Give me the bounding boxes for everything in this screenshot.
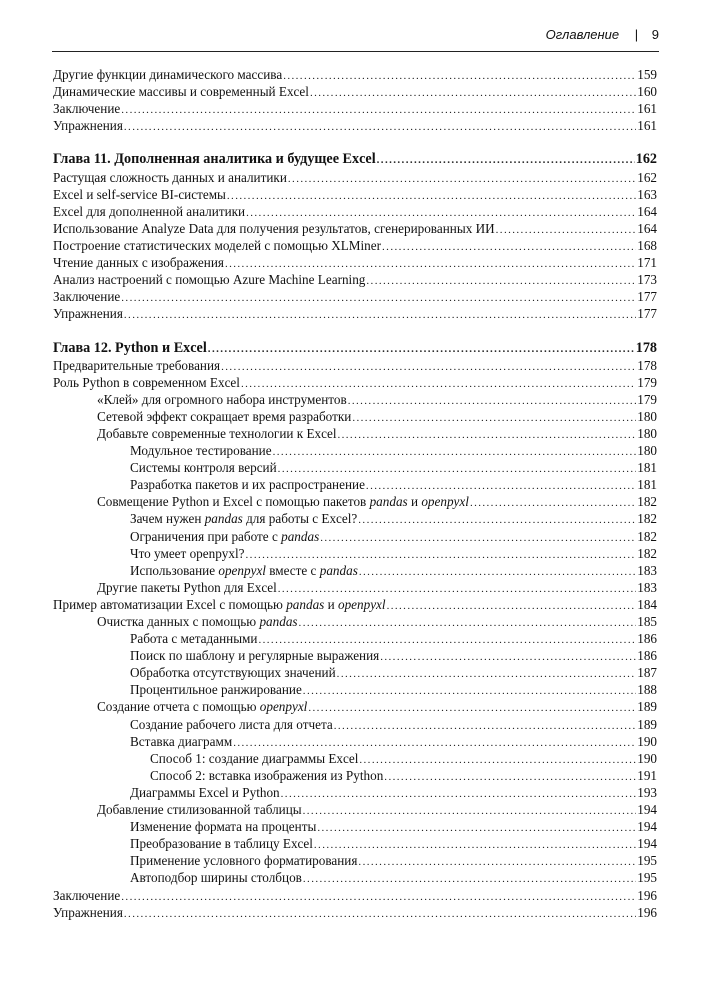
toc-leader-dots	[124, 119, 636, 136]
toc-leader-dots	[320, 530, 636, 547]
toc-entry-title-italic: pandas	[259, 614, 298, 629]
toc-page-number: 182	[637, 528, 657, 544]
toc-leader-dots	[273, 444, 637, 461]
toc-entry-title-italic: pandas	[286, 596, 325, 612]
toc-page-number: 173	[637, 272, 657, 288]
toc-entry-title: Изменение формата на проценты	[130, 819, 317, 835]
toc-page-number: 168	[637, 237, 657, 253]
toc-entry-title-part: Зачем нужен	[130, 511, 205, 527]
toc-entry[interactable]	[53, 220, 657, 237]
toc-entry[interactable]	[53, 254, 657, 271]
toc-entry-title-italic: pandas	[281, 528, 320, 544]
toc-entry-title	[130, 510, 357, 527]
toc-leader-dots	[358, 854, 636, 871]
toc-entry[interactable]	[53, 271, 657, 288]
toc-entry-title-italic: openpyxl	[259, 699, 308, 715]
toc-entry-title: Диаграммы Excel и Python	[130, 784, 280, 800]
toc-page-number: 171	[637, 255, 657, 271]
toc-entry-title: Заключение	[53, 289, 121, 305]
toc-page-number: 181	[637, 477, 657, 493]
toc-entry-title	[130, 528, 319, 545]
toc-entry-title: Поиск по шаблону и регулярные выражения	[130, 648, 380, 664]
toc-leader-dots	[303, 871, 636, 888]
toc-leader-dots	[288, 171, 636, 188]
toc-entry[interactable]	[53, 664, 657, 681]
toc-page-number: 180	[637, 443, 657, 459]
toc-entry[interactable]	[53, 493, 657, 510]
toc-entry[interactable]	[53, 374, 657, 391]
toc-entry-title	[97, 698, 307, 715]
toc-leader-dots	[352, 410, 636, 427]
toc-entry-title: Процентильное ранжирование	[130, 682, 302, 698]
header-page-number: 9	[651, 27, 659, 42]
toc-entry[interactable]	[53, 579, 657, 596]
toc-entry-title: Упражнения	[53, 306, 123, 322]
toc-entry-title: Автоподбор ширины столбцов	[130, 870, 302, 886]
toc-entry-title	[97, 493, 469, 510]
toc-entry[interactable]	[53, 904, 657, 921]
toc-page-number: 180	[637, 408, 657, 424]
toc-entry-title: Добавление стилизованной таблицы	[97, 802, 302, 818]
toc-leader-dots	[221, 359, 636, 376]
toc-page-number: 181	[637, 460, 657, 476]
toc-page-number: 194	[637, 836, 657, 852]
toc-entry-title: Модульное тестирование	[130, 443, 272, 459]
toc-leader-dots	[384, 769, 636, 786]
toc-entry[interactable]	[53, 203, 657, 220]
toc-entry[interactable]	[53, 237, 657, 254]
running-header	[52, 24, 659, 52]
toc-page-number: 190	[637, 733, 657, 749]
toc-entry[interactable]	[53, 750, 657, 767]
toc-page-number: 183	[637, 579, 657, 595]
toc-entry-title-italic: openpyxl	[218, 562, 266, 578]
toc-page-number: 161	[637, 118, 657, 134]
header-title: Оглавление	[545, 27, 620, 42]
toc-entry-title-part: и	[407, 494, 422, 510]
toc-page-number: 189	[637, 716, 657, 732]
toc-entry-title: Excel и self-service BI-системы	[53, 186, 226, 202]
toc-page-number: 196	[637, 887, 657, 903]
toc-entry[interactable]	[53, 528, 657, 545]
toc-entry[interactable]	[53, 83, 657, 100]
section-gap	[53, 134, 657, 151]
toc-leader-dots	[382, 239, 636, 256]
toc-entry[interactable]	[53, 887, 657, 904]
toc-leader-dots	[124, 906, 636, 923]
toc-entry[interactable]	[53, 510, 657, 527]
toc-entry-title: Чтение данных с изображения	[53, 255, 224, 271]
toc-entry-title: Обработка отсутствующих значений	[130, 665, 336, 681]
toc-entry[interactable]	[53, 100, 657, 117]
toc-entry-title-part: Использование	[130, 562, 219, 578]
toc-page-number: 190	[637, 750, 657, 766]
toc-page-number: 194	[637, 819, 657, 835]
toc-leader-dots	[121, 290, 636, 307]
toc-entry-title-part: Пример автоматизации Excel с помощью	[53, 596, 287, 612]
toc-page-number: 159	[637, 67, 657, 82]
toc-entry-title: Предварительные требования	[53, 357, 221, 373]
toc-leader-dots	[377, 152, 635, 169]
toc-entry[interactable]	[53, 613, 657, 630]
table-of-contents	[53, 66, 657, 921]
toc-entry-title-part: Создание отчета с помощью	[97, 699, 260, 715]
toc-entry-title-part: вместе с	[265, 562, 320, 578]
toc-entry[interactable]	[53, 425, 657, 442]
toc-entry[interactable]	[53, 869, 657, 886]
toc-page-number: 183	[637, 562, 657, 578]
toc-leader-dots	[303, 803, 637, 820]
toc-leader-dots	[283, 68, 636, 85]
toc-leader-dots	[310, 85, 636, 102]
toc-chapter-entry[interactable]	[53, 340, 657, 357]
toc-leader-dots	[299, 615, 637, 632]
toc-entry-title: Применение условного форматирования	[130, 853, 358, 869]
toc-page-number: 164	[637, 203, 657, 219]
toc-entry-title-italic: pandas	[204, 511, 243, 527]
toc-entry[interactable]	[53, 186, 657, 203]
toc-entry-title: Создание рабочего листа для отчета	[130, 716, 333, 732]
toc-page-number: 164	[637, 220, 657, 236]
toc-leader-dots	[227, 188, 636, 205]
toc-entry-title-part: и	[324, 596, 338, 612]
toc-entry[interactable]	[53, 852, 657, 869]
toc-entry-title: Динамические массивы и современный Excel	[53, 84, 309, 100]
toc-page-number: 182	[637, 511, 657, 527]
toc-entry[interactable]	[53, 647, 657, 664]
toc-entry[interactable]	[53, 681, 657, 698]
toc-entry-title: Упражнения	[53, 118, 123, 134]
toc-page-number: 185	[637, 614, 657, 629]
toc-page-number: 177	[637, 306, 657, 322]
toc-page-number: 195	[637, 870, 657, 886]
toc-page-number: 188	[637, 682, 657, 698]
toc-entry-title: Глава 12. Python и Excel	[53, 339, 207, 356]
toc-entry-title: Анализ настроений с помощью Azure Machine Learning	[53, 272, 366, 288]
toc-entry-title: Разработка пакетов и их распространение	[130, 477, 365, 493]
toc-entry[interactable]	[53, 117, 657, 134]
toc-chapter-entry[interactable]	[53, 151, 657, 168]
toc-entry-title: Построение статистических моделей с помощью XLMiner	[53, 237, 382, 253]
toc-page-number: 182	[637, 545, 657, 561]
toc-entry[interactable]	[53, 169, 657, 186]
toc-leader-dots	[314, 837, 636, 854]
toc-entry-title	[130, 562, 358, 579]
toc-page-number: 195	[637, 853, 657, 869]
toc-entry-title	[97, 613, 298, 630]
toc-entry-title: Глава 11. Дополненная аналитика и будущее Excel	[53, 151, 376, 168]
toc-entry[interactable]	[53, 476, 657, 493]
header-separator: |	[634, 27, 639, 42]
toc-leader-dots	[337, 427, 636, 444]
toc-entry[interactable]	[53, 596, 657, 613]
toc-entry[interactable]	[53, 357, 657, 374]
toc-entry[interactable]	[53, 716, 657, 733]
toc-page-number: 184	[637, 596, 657, 612]
toc-page-number: 161	[637, 101, 657, 117]
toc-entry-title: Упражнения	[53, 904, 123, 920]
toc-leader-dots	[334, 718, 637, 735]
toc-page-number: 186	[637, 648, 657, 664]
toc-entry-title-italic: openpyxl	[337, 596, 386, 612]
toc-entry-title: Что умеет openpyxl?	[130, 545, 245, 561]
toc-page-number: 191	[637, 767, 657, 783]
toc-entry-title: Роль Python в современном Excel	[53, 374, 240, 390]
toc-leader-dots	[470, 495, 636, 512]
toc-page-number: 162	[635, 151, 657, 168]
toc-entry-title-part: Совмещение Python и Excel с помощью пакетов	[97, 494, 370, 510]
toc-page-number: 160	[637, 84, 657, 100]
toc-leader-dots	[358, 512, 636, 529]
toc-entry-title-italic: pandas	[319, 562, 358, 578]
toc-entry[interactable]	[53, 733, 657, 750]
toc-entry[interactable]	[53, 305, 657, 322]
toc-page-number: 177	[637, 289, 657, 305]
toc-leader-dots	[348, 393, 637, 410]
toc-leader-dots	[308, 700, 636, 717]
toc-page-number: 186	[637, 631, 657, 647]
toc-page-number: 187	[637, 665, 657, 681]
toc-leader-dots	[121, 102, 636, 119]
toc-entry[interactable]	[53, 767, 657, 784]
toc-page-number: 178	[635, 339, 657, 356]
toc-leader-dots	[387, 598, 637, 615]
toc-page-number: 189	[637, 699, 657, 715]
toc-entry[interactable]	[53, 801, 657, 818]
toc-leader-dots	[208, 341, 635, 358]
toc-entry-title: Использование Analyze Data для получения результатов, сгенерированных ИИ	[53, 220, 495, 236]
toc-entry-title: Растущая сложность данных и аналитики	[53, 169, 287, 185]
toc-entry[interactable]	[53, 408, 657, 425]
toc-entry[interactable]	[53, 442, 657, 459]
toc-entry[interactable]	[53, 288, 657, 305]
toc-page-number: 194	[637, 802, 657, 818]
toc-leader-dots	[496, 222, 637, 239]
toc-page-number: 163	[637, 186, 657, 202]
toc-entry[interactable]	[53, 66, 657, 83]
toc-entry[interactable]	[53, 698, 657, 715]
toc-page-number: 180	[637, 425, 657, 441]
toc-leader-dots	[366, 273, 636, 290]
toc-entry-title-italic: openpyxl	[421, 494, 469, 510]
toc-entry[interactable]	[53, 545, 657, 562]
toc-entry[interactable]	[53, 391, 657, 408]
toc-entry[interactable]	[53, 459, 657, 476]
toc-leader-dots	[359, 564, 636, 581]
toc-entry-title: «Клей» для огромного набора инструментов	[97, 391, 347, 407]
toc-entry-title: Способ 1: создание диаграммы Excel	[150, 750, 359, 766]
toc-entry-title: Системы контроля версий	[130, 460, 277, 476]
section-gap	[53, 322, 657, 339]
toc-page-number: 193	[637, 784, 657, 800]
toc-entry-title: Excel для дополненной аналитики	[53, 203, 246, 219]
toc-entry[interactable]	[53, 784, 657, 801]
toc-entry-title: Другие функции динамического массива	[53, 67, 283, 82]
toc-entry-title-part: Ограничения при работе с	[130, 528, 282, 544]
toc-entry[interactable]	[53, 818, 657, 835]
toc-entry-title: Другие пакеты Python для Excel	[97, 579, 277, 595]
toc-entry-title: Способ 2: вставка изображения из Python	[150, 767, 384, 783]
toc-leader-dots	[337, 666, 637, 683]
toc-entry-title	[53, 596, 386, 613]
toc-entry-title-italic: pandas	[369, 494, 408, 510]
toc-leader-dots	[359, 752, 636, 769]
toc-leader-dots	[281, 786, 637, 803]
toc-page-number: 182	[637, 494, 657, 510]
toc-page-number: 162	[637, 169, 657, 185]
toc-leader-dots	[317, 820, 636, 837]
toc-page-number: 178	[637, 357, 657, 373]
toc-entry-title: Преобразование в таблицу Excel	[130, 836, 313, 852]
toc-leader-dots	[303, 683, 636, 700]
toc-leader-dots	[380, 649, 636, 666]
toc-page-number: 179	[637, 391, 657, 407]
toc-entry-title: Добавьте современные технологии к Excel	[97, 425, 337, 441]
toc-entry[interactable]	[53, 835, 657, 852]
toc-page-number: 196	[637, 904, 657, 920]
toc-entry[interactable]	[53, 630, 657, 647]
toc-entry-title: Заключение	[53, 101, 121, 117]
toc-entry-title: Сетевой эффект сокращает время разработки	[97, 408, 352, 424]
toc-entry-title-part: для работы с Excel?	[242, 511, 358, 527]
toc-entry-title: Заключение	[53, 887, 121, 903]
toc-entry-title-part: Очистка данных с помощью	[97, 614, 260, 629]
toc-leader-dots	[121, 889, 636, 906]
toc-entry-title: Работа с метаданными	[130, 631, 258, 647]
toc-page-number: 179	[637, 374, 657, 390]
toc-leader-dots	[124, 307, 636, 324]
toc-entry-title: Вставка диаграмм	[130, 733, 233, 749]
toc-entry[interactable]	[53, 562, 657, 579]
